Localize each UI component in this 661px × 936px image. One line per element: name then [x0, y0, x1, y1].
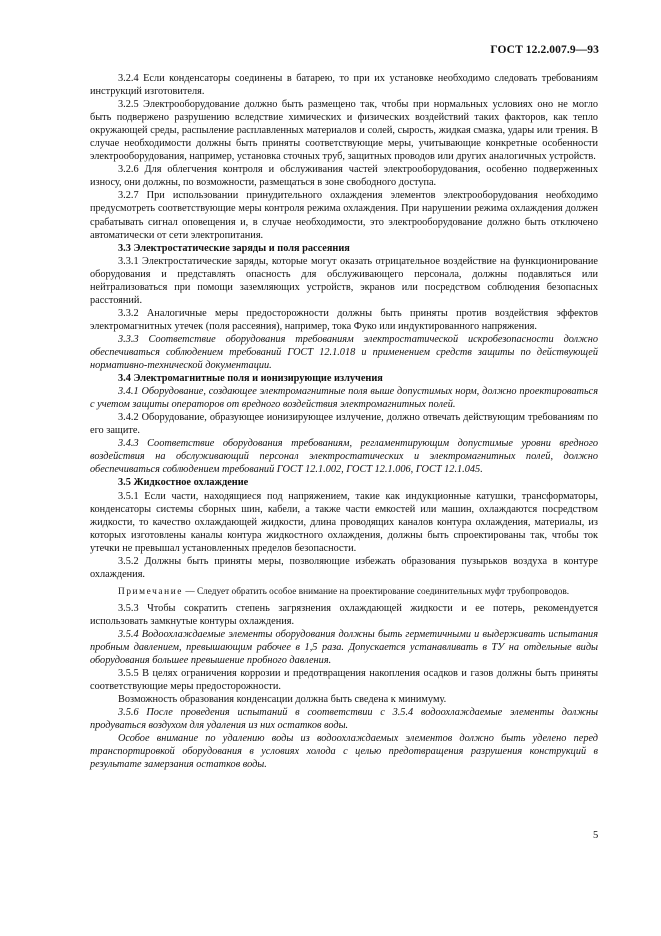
note-text: — Следует обратить особое внимание на проектирование соединительных муфт трубопроводов.: [183, 586, 570, 597]
document-header-title: ГОСТ 12.2.007.9—93: [490, 44, 599, 56]
paragraph-3-3-1: 3.3.1 Электростатические заряды, которые могут оказать отрицательное воздействие на функционирование оборудования и представлять опасность для обслуживающего персонала, должны подавляться или нейтрализоваться при помощи заземляющих устройств, экранов или посредством соблюдения безопасных расстояний.: [90, 255, 598, 306]
paragraph-3-5-5: 3.5.5 В целях ограничения коррозии и предотвращения накопления осадков и газов должны быть приняты соответствующие меры предосторожности.: [90, 668, 598, 693]
note: [90, 586, 598, 598]
document-body: [90, 72, 598, 771]
paragraph-3-4-2: 3.4.2 Оборудование, образующее ионизирующее излучение, должно отвечать действующим требованиям по его защите.: [90, 412, 598, 437]
paragraph-3-2-7: 3.2.7 При использовании принудительного охлаждения элементов электрооборудования необходимо предусмотреть соответствующие меры контроля режима охлаждения. При нарушении режима охлаждения должен срабатывать сигнал оповещения и, в случае необходимости, это электрооборудование должно быть отключено автоматически от сети электропитания.: [90, 190, 598, 241]
paragraph-3-4-1: 3.4.1 Оборудование, создающее электромагнитные поля выше допустимых норм, должно проектироваться с учетом защиты операторов от вредного воздействия электромагнитных полей.: [90, 386, 598, 411]
paragraph-3-5-6-continued: Особое внимание по удалению воды из водоохлаждаемых элементов должно быть уделено перед транспортировкой оборудования в условиях холода с целью предотвращения разрушения конструкций в результате замерзания остатков воды.: [90, 733, 598, 771]
paragraph-3-5-2: 3.5.2 Должны быть приняты меры, позволяющие избежать образования пузырьков воздуха в контуре охлаждения.: [90, 555, 598, 580]
paragraph-3-5-1: 3.5.1 Если части, находящиеся под напряжением, такие как индукционные катушки, трансформаторы, конденсаторы системы сборных шин, кабели, а также части емкостей или машин, охлаждаются посредством жидкости, то качество охлаждающей жидкости, длина проводящих каналов контура охлаждения, материалы, из которых изготовлены каналы контура жидкостного охлаждения, должны быть спроектированы так, чтобы ток утечки не превышал установленных пределов безопасности.: [90, 490, 598, 554]
paragraph-3-2-5: 3.2.5 Электрооборудование должно быть размещено так, чтобы при нормальных условиях оно не могло быть подвержено разрушению вследствие химических и физических воздействий таких факторов, как тепло окружающей среды, распыление расплавленных материалов и солей, сырость, жидкая смазка, удары или трения. В случае необходимости должны быть приняты соответствующие меры, учитывающие конкретные особенности электрооборудования, например, установка сточных труб, защитных проводов или других аналогичных устройств.: [90, 99, 598, 163]
section-heading-3-4: 3.4 Электромагнитные поля и ионизирующие излучения: [118, 373, 383, 385]
paragraph-3-3-2: 3.3.2 Аналогичные меры предосторожности должны быть приняты против воздействия эффектов электромагнитных утечек (поля рассеяния), например, тока Фуко или индуктированного напряжения.: [90, 307, 598, 332]
section-heading-3-3: 3.3 Электростатические заряды и поля рассеяния: [118, 242, 350, 254]
paragraph-3-5-4: 3.5.4 Водоохлаждаемые элементы оборудования должны быть герметичными и выдерживать испытания пробным давлением, превышающим рабочее в 1,5 раза. Допускается устанавливать в ТУ на отдельные виды оборудования большее превышение пробного давления.: [90, 628, 598, 667]
page-number: 5: [593, 830, 599, 841]
paragraph-3-4-3: 3.4.3 Соответствие оборудования требованиям, регламентирующим допустимые уровни вредного воздействия на обслуживающий персонал электростатических и электромагнитных полей, должно обеспечиваться соблюдением требований ГОСТ 12.1.002, ГОСТ 12.1.006, ГОСТ 12.1.045.: [90, 438, 598, 476]
paragraph-3-3-3: 3.3.3 Соответствие оборудования требованиям электростатической искробезопасности должно обеспечиваться соблюдением требований ГОСТ 12.1.018 и применением средств защиты по действующей нормативно-технической документации.: [90, 333, 598, 372]
paragraph-3-5-5-continued: Возможность образования конденсации должна быть сведена к минимуму.: [118, 694, 447, 706]
paragraph-3-5-6: 3.5.6 После проведения испытаний в соответствии с 3.5.4 водоохлаждаемые элементы должны продуваться воздухом для удаления из них остатков воды.: [90, 707, 598, 732]
paragraph-3-2-4: 3.2.4 Если конденсаторы соединены в батарею, то при их установке необходимо следовать требованиям инструкций изготовителя.: [90, 73, 598, 98]
section-heading-3-5: 3.5 Жидкостное охлаждение: [118, 477, 249, 489]
paragraph-3-2-6: 3.2.6 Для облегчения контроля и обслуживания частей электрооборудования, особенно подверженных износу, они должны, по возможности, размещаться в зоне свободного доступа.: [90, 164, 598, 189]
note-label: Примечание: [118, 586, 183, 597]
paragraph-3-5-3: 3.5.3 Чтобы сократить степень загрязнения охлаждающей жидкости и ее потерь, рекомендуется использовать замкнутые контуры охлаждения.: [90, 602, 598, 627]
